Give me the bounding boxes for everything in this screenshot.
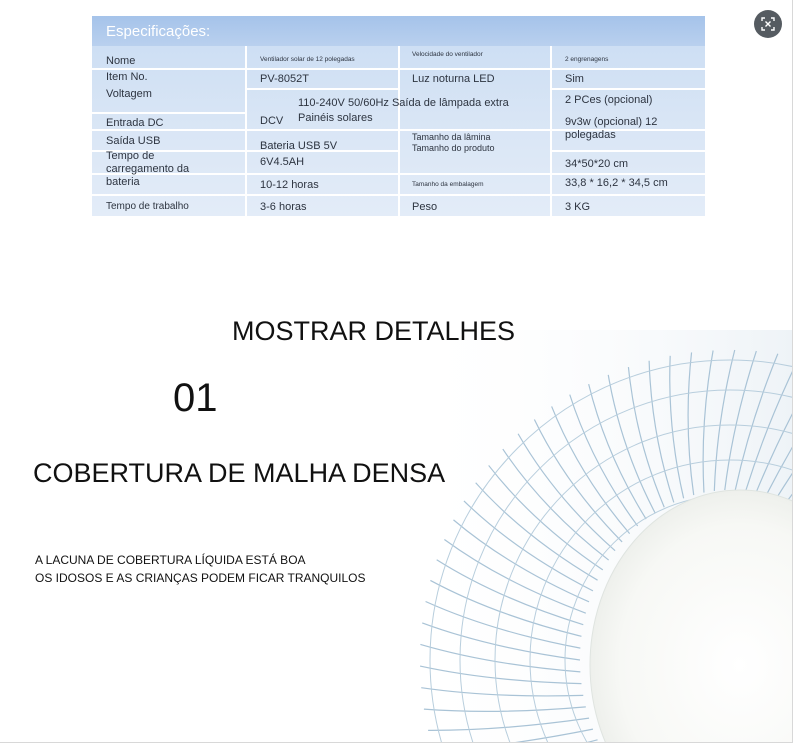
spec-value-bateria: 6V4.5AH (260, 156, 305, 168)
spec-value-paineis: Painéis solares (298, 112, 373, 124)
feature-line-1: A LACUNA DE COBERTURA LÍQUIDA ESTÁ BOA (35, 553, 306, 567)
spec-value-entrada: DCV (260, 115, 284, 127)
spec-value-voltagem-extra: 2 PCes (opcional) (565, 94, 653, 106)
spec-label-peso: Peso (412, 201, 438, 213)
table-divider (550, 46, 552, 216)
spec-value-tamanho: 34*50*20 cm (565, 158, 628, 170)
spec-label-usb: Saída USB (106, 135, 161, 147)
table-divider (92, 68, 705, 70)
feature-line-2: OS IDOSOS E AS CRIANÇAS PODEM FICAR TRANQUILOS (35, 571, 366, 585)
spec-value-nome: Ventilador solar de 12 polegadas (260, 56, 355, 63)
spec-value-voltagem: 110-240V 50/60Hz Saída de lâmpada extra (298, 97, 509, 109)
spec-label-luz: Luz noturna LED (412, 73, 495, 85)
spec-value-trabalho: 3-6 horas (260, 201, 307, 213)
spec-label-velocidade: Velocidade do ventilador (412, 51, 483, 58)
section-number: 01 (173, 376, 218, 420)
spec-label-item: Item No. (106, 71, 148, 83)
section-heading: MOSTRAR DETALHES (232, 316, 516, 346)
spec-value-embalagem: 33,8 * 16,2 * 34,5 cm (565, 177, 668, 189)
spec-label-carregamento: Tempo de carregamento da bateria (106, 150, 190, 188)
table-divider (92, 112, 246, 114)
spec-title: Especificações: (92, 16, 705, 46)
spec-label-voltagem: Voltagem (106, 88, 152, 100)
spec-table (92, 16, 705, 216)
spec-value-peso: 3 KG (565, 201, 591, 213)
spec-value-item: PV-8052T (260, 73, 309, 85)
table-divider (551, 88, 705, 90)
fan-guard-image (400, 330, 793, 743)
spec-label-trabalho: Tempo de trabalho (106, 201, 189, 212)
spec-value-luz: Sim (565, 73, 584, 85)
spec-value-carregamento: 10-12 horas (260, 179, 319, 191)
spec-label-entrada: Entrada DC (106, 117, 164, 129)
spec-value-velocidade: 2 engrenagens (565, 56, 609, 63)
feature-title: COBERTURA DE MALHA DENSA (33, 458, 446, 488)
spec-label-tamanho: Tamanho da lâmina Tamanho do produto (412, 132, 495, 153)
table-divider (246, 88, 398, 90)
spec-value-usb: Bateria USB 5V (260, 140, 338, 152)
spec-value-painel: 9v3w (opcional) 12 polegadas (565, 116, 658, 141)
table-divider (551, 150, 705, 152)
table-divider (398, 46, 400, 216)
table-divider (92, 194, 705, 196)
spec-label-nome: Nome (106, 55, 136, 67)
close-button[interactable] (754, 10, 782, 38)
close-icon (761, 17, 775, 31)
spec-label-embalagem: Tamanho da embalagem (412, 181, 484, 188)
table-divider (245, 46, 247, 216)
